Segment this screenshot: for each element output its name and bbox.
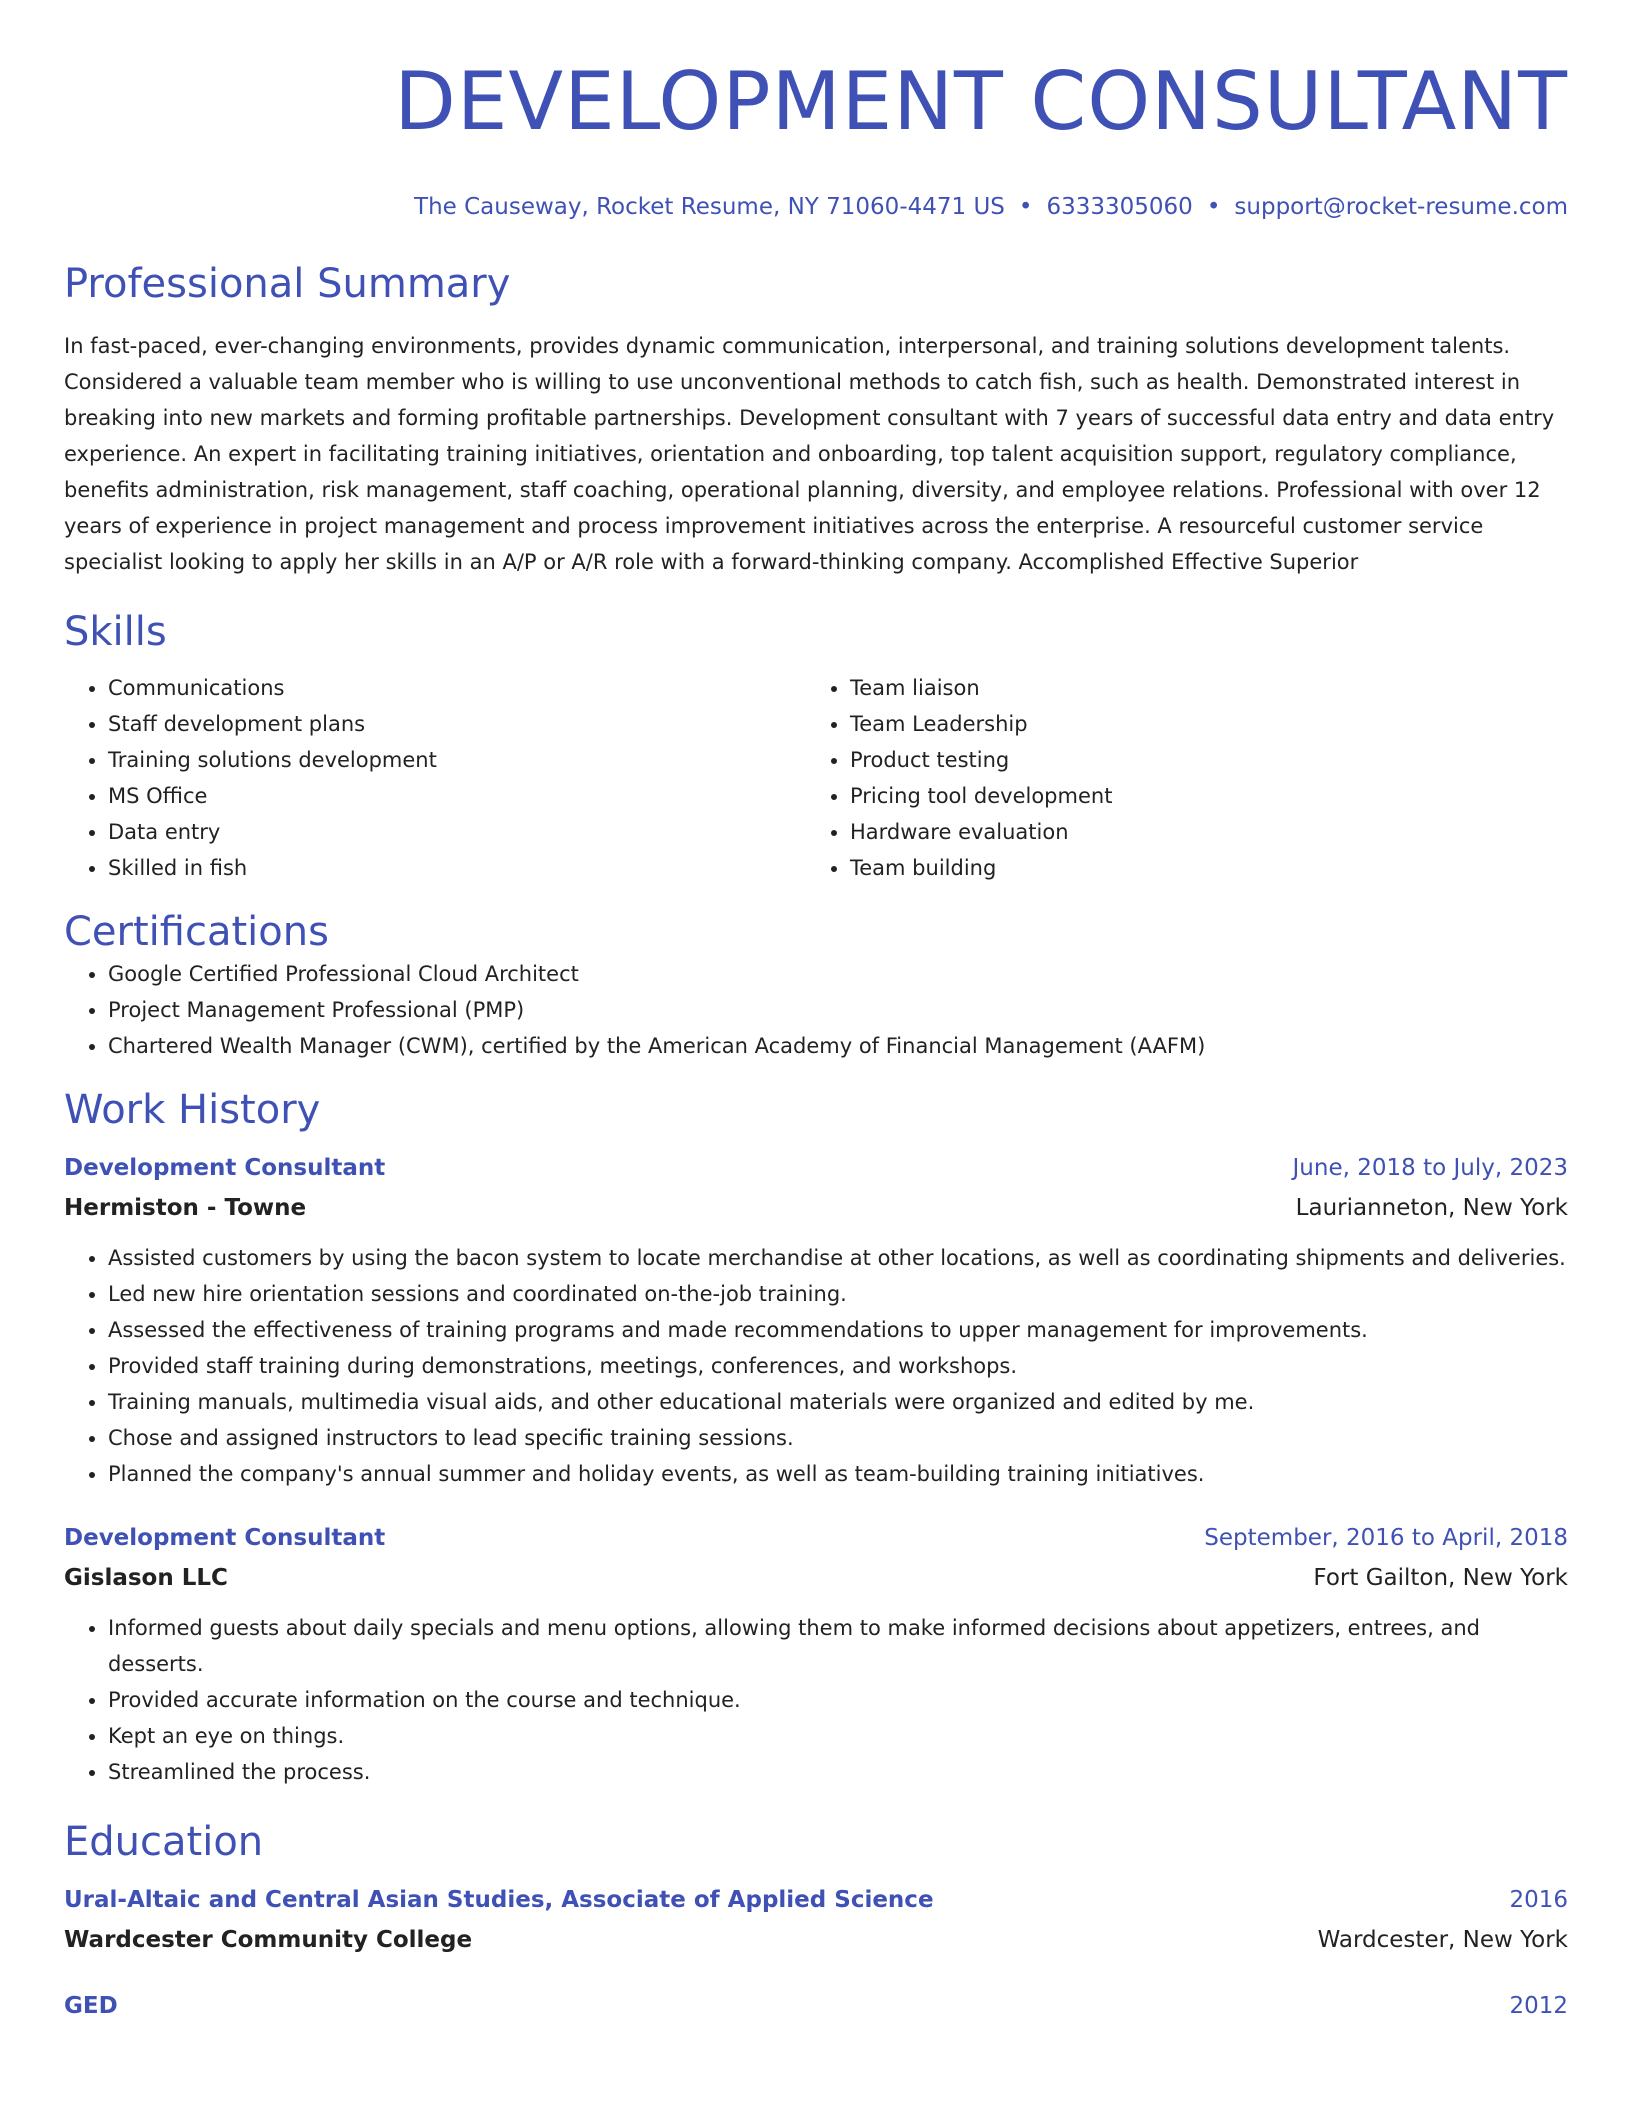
section-title-skills: Skills <box>64 609 167 655</box>
education-degree: Ural-Altaic and Central Asian Studies, Associate of Applied Science <box>64 1887 934 1913</box>
education-entry <box>64 1986 1568 2026</box>
education-entry <box>64 1880 1568 1960</box>
job-role: Development Consultant <box>64 1525 386 1551</box>
job-bullet: • Training manuals, multimedia visual aids, and other educational materials were organized and edited by me. <box>108 1384 1568 1420</box>
job-company: Hermiston - Towne <box>64 1195 307 1221</box>
skills-list <box>64 670 1568 886</box>
candidate-name: DEVELOPMENT CONSULTANT <box>394 55 1568 148</box>
skill-item: • Pricing tool development <box>850 778 1548 814</box>
skill-item: • Hardware evaluation <box>850 814 1548 850</box>
skill-item: • Skilled in fish <box>108 850 806 886</box>
job-role: Development Consultant <box>64 1155 386 1181</box>
job-bullets <box>64 1240 1568 1492</box>
job-bullet: • Led new hire orientation sessions and coordinated on-the-job training. <box>108 1276 1568 1312</box>
section-title-work-history: Work History <box>64 1087 321 1133</box>
skills-column-right <box>806 670 1548 886</box>
contact-phone: 6333305060 <box>1046 194 1193 220</box>
contact-separator: • <box>1206 194 1221 220</box>
certification-item: • Project Management Professional (PMP) <box>108 992 1568 1028</box>
skill-item: • MS Office <box>108 778 806 814</box>
job-bullet: • Provided staff training during demonstrations, meetings, conferences, and workshops. <box>108 1348 1568 1384</box>
job-bullet: • Chose and assigned instructors to lead specific training sessions. <box>108 1420 1568 1456</box>
education-subheader <box>64 1920 1568 1960</box>
job-subheader <box>64 1558 1568 1598</box>
section-title-summary: Professional Summary <box>64 261 511 307</box>
section-title-certifications: Certifications <box>64 909 329 955</box>
contact-line <box>64 192 1568 222</box>
education-degree: GED <box>64 1993 118 2019</box>
job-bullet: • Informed guests about daily specials and menu options, allowing them to make informed decisions about appetizers, entrees, and desserts. <box>108 1610 1568 1682</box>
section-title-education: Education <box>64 1819 264 1865</box>
job-bullet: • Streamlined the process. <box>108 1754 1568 1790</box>
job-location: Fort Gailton, New York <box>1313 1565 1568 1591</box>
skill-item: • Training solutions development <box>108 742 806 778</box>
contact-address: The Causeway, Rocket Resume, NY 71060-4471 US <box>414 194 1005 220</box>
certifications-list <box>64 956 1568 1064</box>
contact-separator: • <box>1018 194 1033 220</box>
job-company: Gislason LLC <box>64 1565 228 1591</box>
education-header <box>64 1986 1568 2026</box>
education-header <box>64 1880 1568 1920</box>
certification-item: • Google Certified Professional Cloud Architect <box>108 956 1568 992</box>
job-header <box>64 1518 1568 1558</box>
skill-item: • Team liaison <box>850 670 1548 706</box>
job-bullet: • Provided accurate information on the course and technique. <box>108 1682 1568 1718</box>
skill-item: • Product testing <box>850 742 1548 778</box>
job-dates: June, 2018 to July, 2023 <box>1292 1155 1568 1181</box>
job-header <box>64 1148 1568 1188</box>
skill-item: • Staff development plans <box>108 706 806 742</box>
skill-item: • Communications <box>108 670 806 706</box>
summary-text: In fast-paced, ever-changing environments, provides dynamic communication, interpersonal, and training solutions development talents. Considered a valuable team member who is willing to use unconventional methods to catch fish, such as health. Demonstrated interest in breaking into new markets and forming profitable partnerships. Development consultant with 7 years of successful data entry and data entry experience. An expert in facilitating training initiatives, orientation and onboarding, top talent acquisition support, regulatory compliance, benefits administration, risk management, staff coaching, operational planning, diversity, and employee relations. Professional with over 12 years of experience in project management and process improvement initiatives across the enterprise. A resourceful customer service specialist looking to apply her skills in an A/P or A/R role with a forward-thinking company. Accomplished Effective Superior <box>64 334 1555 574</box>
job-dates: September, 2016 to April, 2018 <box>1204 1525 1568 1551</box>
job-bullets <box>64 1610 1568 1790</box>
education-location: Wardcester, New York <box>1317 1927 1568 1953</box>
job-entry <box>64 1148 1568 1492</box>
skill-item: • Data entry <box>108 814 806 850</box>
education-school: Wardcester Community College <box>64 1927 473 1953</box>
skill-item: • Team Leadership <box>850 706 1548 742</box>
job-bullet: • Assessed the effectiveness of training programs and made recommendations to upper management for improvements. <box>108 1312 1568 1348</box>
job-bullet: • Planned the company's annual summer and holiday events, as well as team-building training initiatives. <box>108 1456 1568 1492</box>
education-year: 2012 <box>1509 1993 1568 2019</box>
job-entry <box>64 1518 1568 1790</box>
job-bullet: • Kept an eye on things. <box>108 1718 1568 1754</box>
job-location: Laurianneton, New York <box>1295 1195 1568 1221</box>
education-year: 2016 <box>1509 1887 1568 1913</box>
job-bullet: • Assisted customers by using the bacon system to locate merchandise at other locations, as well as coordinating shipments and deliveries. <box>108 1240 1568 1276</box>
skill-item: • Team building <box>850 850 1548 886</box>
job-subheader <box>64 1188 1568 1228</box>
skills-column-left <box>64 670 806 886</box>
resume-header <box>64 0 1568 222</box>
certification-item: • Chartered Wealth Manager (CWM), certified by the American Academy of Financial Management (AAFM) <box>108 1028 1568 1064</box>
contact-email: support@rocket-resume.com <box>1234 194 1568 220</box>
